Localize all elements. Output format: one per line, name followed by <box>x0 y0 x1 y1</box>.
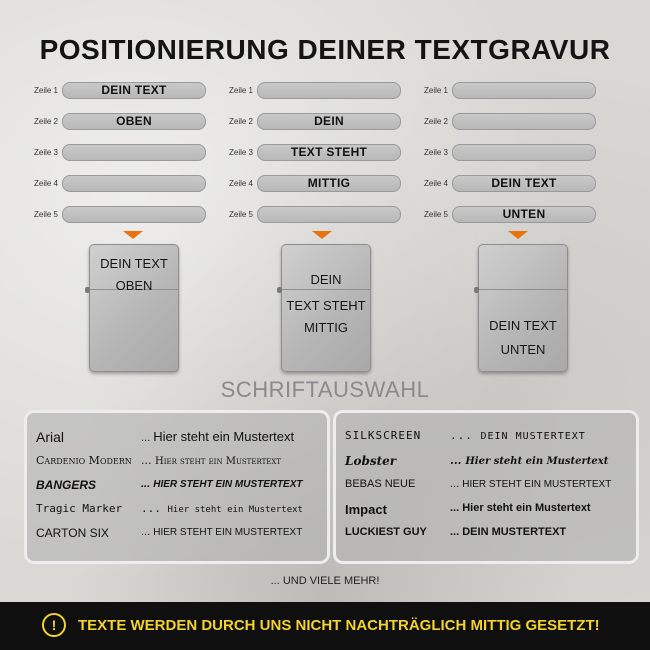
exclamation-circle-icon: ! <box>42 613 66 637</box>
font-sample: ... HIER STEHT EIN MUSTERTEXT <box>141 478 303 490</box>
font-sample: ... Hier steht ein Mustertext <box>450 502 591 514</box>
line-label: Zeile 4 <box>423 179 448 188</box>
line-label: Zeile 4 <box>228 179 253 188</box>
position-column-bottom <box>418 82 598 237</box>
notice-text: TEXTE WERDEN DURCH UNS NICHT NACHTRÄGLICH MITTIG GESETZT! <box>78 617 600 634</box>
font-name: Tragic Marker <box>36 502 123 515</box>
line-field <box>257 82 401 99</box>
lighter-engraving-line: DEIN TEXT <box>100 256 168 271</box>
font-sample: ... Hier steht ein Mustertext <box>141 454 282 467</box>
line-field <box>62 206 206 223</box>
line-row <box>223 175 403 206</box>
line-row <box>28 144 208 175</box>
font-row <box>27 476 327 500</box>
down-arrow-icon <box>312 231 332 239</box>
font-sample: ... DEIN MUSTERTEXT <box>450 429 586 442</box>
notice-bar <box>0 602 650 650</box>
font-name: SILKSCREEN <box>345 429 422 442</box>
position-column-top <box>28 82 208 237</box>
line-field: TEXT STEHT <box>257 144 401 161</box>
line-label: Zeile 1 <box>423 86 448 95</box>
font-name: Arial <box>36 429 65 445</box>
line-field <box>62 175 206 192</box>
line-row <box>418 82 598 113</box>
font-row <box>27 524 327 548</box>
line-row <box>223 113 403 144</box>
line-field: DEIN TEXT <box>62 82 206 99</box>
line-row <box>418 113 598 144</box>
line-field <box>452 144 596 161</box>
line-label: Zeile 2 <box>228 117 253 126</box>
font-section-title: SCHRIFTAUSWAHL <box>220 377 430 402</box>
lighter-engraving-line: UNTEN <box>500 342 546 357</box>
line-field: UNTEN <box>452 206 596 223</box>
line-row <box>223 144 403 175</box>
line-field <box>452 82 596 99</box>
line-label: Zeile 2 <box>423 117 448 126</box>
line-label: Zeile 2 <box>33 117 58 126</box>
font-sample: ... Hier steht ein Mustertext <box>450 454 609 467</box>
lighter-preview-middle <box>281 244 371 372</box>
font-row <box>27 427 327 451</box>
lighter-engraving-line: TEXT STEHT <box>286 298 366 313</box>
line-label: Zeile 1 <box>228 86 253 95</box>
font-name: Cardenio Modern <box>36 454 132 467</box>
line-label: Zeile 3 <box>228 148 253 157</box>
line-field: DEIN <box>257 113 401 130</box>
line-label: Zeile 4 <box>33 179 58 188</box>
font-row <box>336 524 636 548</box>
line-field <box>62 144 206 161</box>
down-arrow-icon <box>123 231 143 239</box>
font-name: CARTON SIX <box>36 526 109 540</box>
line-row <box>28 206 208 237</box>
line-field: DEIN TEXT <box>452 175 596 192</box>
line-label: Zeile 5 <box>33 210 58 219</box>
font-sample: ... HIER STEHT EIN MUSTERTEXT <box>450 478 612 490</box>
line-field: OBEN <box>62 113 206 130</box>
font-name: BEBAS NEUE <box>345 478 416 490</box>
lighter-hinge <box>474 287 479 293</box>
font-sample: ... Hier steht ein Mustertext <box>141 429 295 444</box>
lighter-engraving-line: DEIN <box>310 272 342 287</box>
line-label: Zeile 5 <box>423 210 448 219</box>
lighter-preview-bottom <box>478 244 568 372</box>
more-fonts-note: ... UND VIELE MEHR! <box>270 575 380 587</box>
font-name: BANGERS <box>36 478 97 492</box>
font-name: LUCKIEST GUY <box>345 526 427 538</box>
font-row <box>336 427 636 451</box>
lighter-engraving-line: OBEN <box>115 278 153 293</box>
lighter-lid-line <box>479 289 567 290</box>
font-row <box>27 452 327 476</box>
font-name: Impact <box>345 502 387 517</box>
line-row <box>28 82 208 113</box>
font-name: Lobster <box>345 454 397 468</box>
font-sample: ... HIER STEHT EIN MUSTERTEXT <box>141 526 303 538</box>
line-row <box>28 175 208 206</box>
font-row <box>27 500 327 524</box>
position-column-middle <box>223 82 403 237</box>
line-label: Zeile 3 <box>423 148 448 157</box>
font-panel-left <box>24 410 330 564</box>
line-label: Zeile 1 <box>33 86 58 95</box>
down-arrow-icon <box>508 231 528 239</box>
line-label: Zeile 5 <box>228 210 253 219</box>
line-label: Zeile 3 <box>33 148 58 157</box>
line-row <box>418 144 598 175</box>
line-field: MITTIG <box>257 175 401 192</box>
lighter-engraving-line: MITTIG <box>303 320 349 335</box>
lighter-preview-top <box>89 244 179 372</box>
font-sample: ... Hier steht ein Mustertext <box>141 502 303 515</box>
line-row <box>223 82 403 113</box>
line-field <box>257 206 401 223</box>
font-row <box>336 476 636 500</box>
font-row <box>336 452 636 476</box>
line-field <box>452 113 596 130</box>
line-row <box>28 113 208 144</box>
line-row <box>418 175 598 206</box>
font-sample: ... DEIN MUSTERTEXT <box>450 526 567 538</box>
page-title: POSITIONIERUNG DEINER TEXTGRAVUR <box>39 34 611 65</box>
font-panel-right <box>333 410 639 564</box>
lighter-engraving-line: DEIN TEXT <box>489 318 557 333</box>
font-row <box>336 500 636 524</box>
